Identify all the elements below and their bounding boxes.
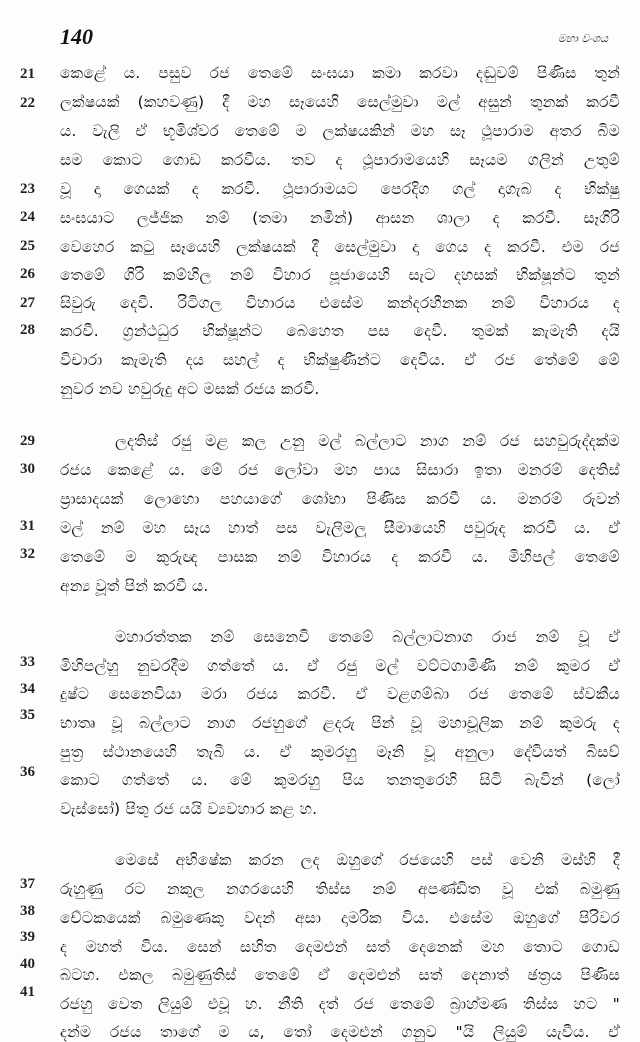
text-line: මිහිපල්හු නුවරදීම ගත්තේ ය. ඒ රජු මල් වට්ටගාමිණී නම් කුමර ඒ: [60, 657, 620, 675]
margin-line-number: 24: [20, 209, 35, 225]
margin-line-number: 21: [20, 66, 35, 82]
text-line: වූ දා ගෙයක් ද කරවී. ථූපාරාමයට පෙරදිග ගල් දාගැබ ද භික්ෂු: [60, 180, 620, 198]
margin-line-number: 22: [20, 95, 35, 111]
text-line: සංඝයාට ලජ්ජික නම් (තමා නමින්) ආසන ශාලා ද කරවී. සෑගිරි: [60, 209, 620, 227]
margin-line-number: 36: [20, 764, 35, 780]
text-line: මල් නම් මහ සෑය හාත් පස වැලිමලු සීමායෙහි පවුරුද කරවී ය. ඒ: [60, 519, 620, 537]
margin-line-number: 26: [20, 266, 35, 282]
text-line: බටහ. එකල බමුණුතිස් තෙමේ ඒ දෙමළුන් සත් දෙනාත් ඡත්‍රය පිණිස: [60, 966, 620, 984]
margin-line-number: 41: [20, 984, 35, 1000]
margin-line-number: 35: [20, 707, 35, 723]
text-line: දන්ම රජය තාගේ ම ය, තෝ දෙමළුන් ගනුව "යි ලියුම් යැවීය. ඒ: [60, 1023, 620, 1041]
text-line: ද මහත් විය. සෙන් සහිත දෙමළුන් සත් දෙනෙක් මහ තොට ගොඩ: [60, 938, 620, 956]
margin-line-number: 30: [20, 461, 35, 477]
text-line: චේටකයෙක් බමුණෙකු වදන් අසා දාමරික විය. එසේම ඔහුගේ පිරිවර: [60, 909, 620, 927]
margin-line-number: 33: [20, 654, 35, 670]
text-line: කරවී. ග්‍රන්ථධුර භික්ෂූන්ට බෙහෙත පස දෙවී. තුමක් කැමැති දයි: [60, 322, 620, 340]
text-line: කෙළේ ය. පසුව රජ තෙමේ සංඝයා කමා කරවා දඬුවම් පිණිස තුන්: [60, 64, 620, 82]
text-line: අන්‍ය වූත් පින් කරවී ය.: [60, 577, 209, 595]
text-line: මහාරත්තක නම් සෙනෙවි තෙමේ බල්ලාටනාග රාජ නම් වූ ඒ: [115, 628, 620, 646]
text-line: දුෂ්ට සෙනෙවියා මරා රජය කරවී. ඒ වළගම්බා රජ තෙමේ ස්වකීය: [60, 685, 620, 703]
text-line: ප්‍රාසාදයක් ලොහො පහයාගේ ශෝභා පිණිස කරවී ය. මනරම් රුවන්: [60, 490, 620, 508]
text-line: නුවර නව හවුරුදු අට මසක් රජය කරවී.: [60, 380, 320, 398]
text-line: ලක්ෂයක් (කහවණු) දී මහ සෑයෙහි සෙල්මුවා මල් අසුන් තුනක් කරවී: [60, 93, 620, 111]
text-line: භාතෘ වූ බල්ලාට නාග රජහුගේ ළදරු පින් වූ මහාචූලික නම් කුමරු ද: [60, 714, 620, 732]
margin-line-number: 32: [20, 546, 35, 562]
margin-line-number: 29: [20, 433, 35, 449]
text-line: මෙසේ අභිෂේක කරන ලද ඔහුගේ රජයෙහි පස් වෙනි මස්හි දී: [115, 851, 620, 869]
text-line: ය. වැලි ඒ භූමිශ්වර තෙමේ ම ලක්ෂයකින් මහ සෑ ථූපාරාම අතර බිම: [60, 122, 620, 140]
text-line: පුත්‍ර ස්ථානයෙහි තැබී ය. ඒ කුමරහු මෑනි වූ අනුලා දේවියත් බිසව්: [60, 743, 620, 761]
text-line: කොට ගත්තේ ය. මේ කුමරහු පිය තනතුරෙහි සිටි බැවින් (ලෝ: [60, 771, 620, 789]
text-line: වැස්සෝ) පිතු රජ යයි ව්‍යවහාර කළ හ.: [60, 800, 318, 818]
margin-line-number: 31: [20, 518, 35, 534]
page-number: 140: [60, 24, 93, 49]
text-line: රජය කෙළේ ය. මේ රජ ලෝවා මහ පාය සිසාරා ඉතා මනරම් දෙතිස්: [60, 461, 620, 479]
running-head: මහා වංශය: [557, 32, 608, 45]
text-line: වෙහෙර කටු සෑයෙහි ලක්ෂයක් දී සෙල්මුවා දා ගෙය ද කරවී. එම රජ: [60, 238, 620, 256]
text-line: සිවුරු දෙවී. රිටිගල විහාරය එසේම කන්දරහීනක නම් විහාරය ද: [60, 294, 620, 312]
margin-line-number: 40: [20, 956, 35, 972]
margin-line-number: 38: [20, 903, 35, 919]
margin-line-number: 27: [20, 295, 35, 311]
margin-line-number: 28: [20, 322, 35, 338]
margin-line-number: 39: [20, 929, 35, 945]
text-line: තෙමේ ම කුරුඥ පාසක නම් විහාරය ද කරවී ය. මිහිපල් තෙමේ: [60, 548, 620, 566]
text-line: ලදතිස් රජු මළ කල උනු මල් බල්ලාට නාග නම් රජ සහවුරුද්දක්ම: [115, 432, 620, 450]
margin-line-number: 23: [20, 181, 35, 197]
margin-line-number: 37: [20, 876, 35, 892]
text-line: තෙමේ ගිරි කම්හිල නම් විහාර පූජායෙහි සැට දහසක් භික්ෂූන්ට තුන්: [60, 266, 620, 284]
margin-line-number: 25: [20, 238, 35, 254]
text-line: විචාරා කැමැති දය සහල් ද භික්ෂුණීන්ට දෙවීය. ඒ රජ තේමේ මේ: [60, 351, 620, 369]
text-line: රුහුණු රට නකුල නගරයෙහි තිස්ස නම් අපණ්ඩිත වූ එක් බමුණු: [60, 880, 620, 898]
text-line: සම කොට ගොඩ කරවීය. තව ද ථූපාරාමයෙහි සෑයම ගලින් උතුම්: [60, 151, 620, 169]
margin-line-number: 34: [20, 681, 35, 697]
text-line: රජහු වෙත ලියුම් එවූ හ. නීති දත් රජ තෙමේ බ්‍රාහ්මණ තිස්ස හට ": [60, 995, 620, 1013]
